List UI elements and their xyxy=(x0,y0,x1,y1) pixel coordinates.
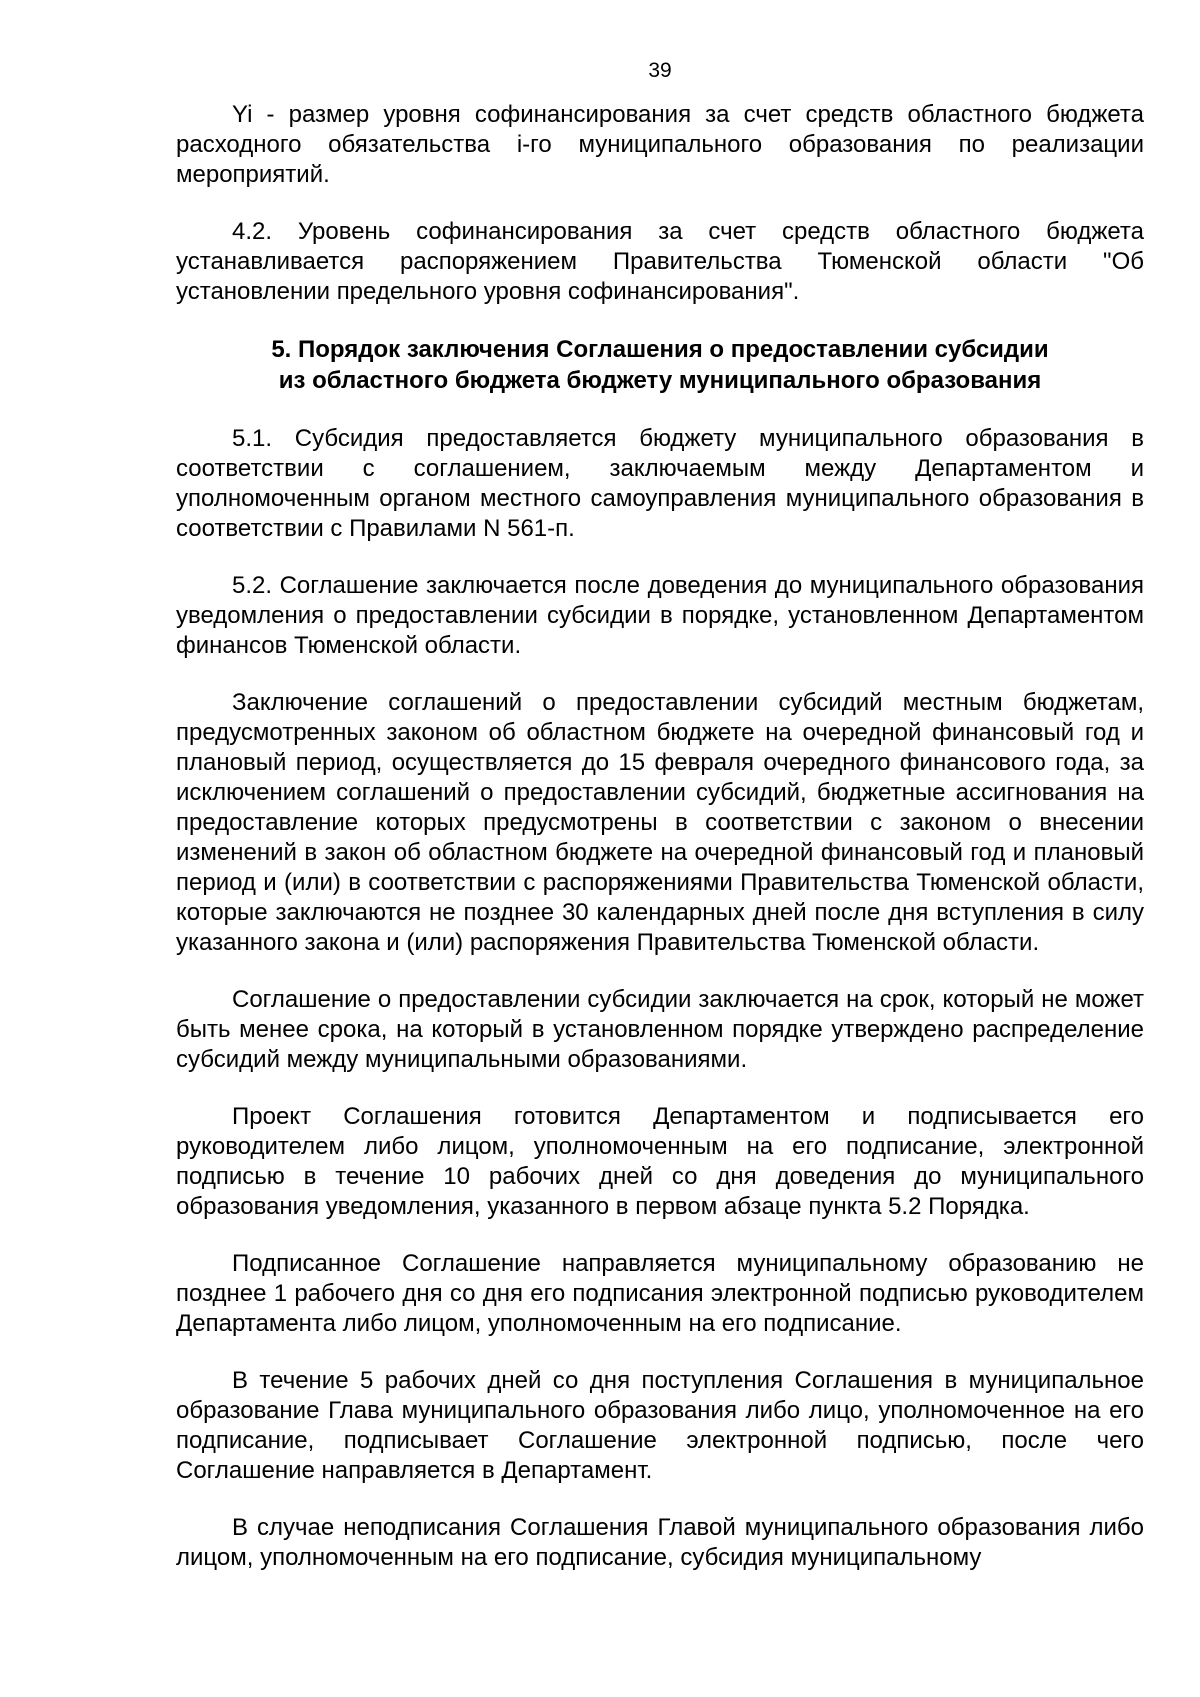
paragraph-yi-definition: Yi - размер уровня софинансирования за счет средств областного бюджета расходного обязательства i-го муниципального образования по реализации мероприятий. xyxy=(176,101,1144,188)
paragraph-signed-agreement: Подписанное Соглашение направляется муниципальному образованию не позднее 1 рабочего дня со дня его подписания электронной подписью руководителем Департамента либо лицом, уполномоченным на его подписание. xyxy=(176,1250,1144,1337)
paragraph-5-1: 5.1. Субсидия предоставляется бюджету муниципального образования в соответствии с соглашением, заключаемым между Департаментом и уполномоченным органом местного самоуправления муниципального образования в соответствии с Правилами N 561-п. xyxy=(176,425,1144,542)
paragraph-signing-period: В течение 5 рабочих дней со дня поступления Соглашения в муниципальное образование Глава муниципального образования либо лицо, уполномоченное на его подписание, подписывает Соглашение электронной подписью, после чего Соглашение направляется в Департамент. xyxy=(176,1367,1144,1484)
page-number: 39 xyxy=(648,59,672,82)
paragraph-agreement-deadline: Заключение соглашений о предоставлении субсидий местным бюджетам, предусмотренных законом об областном бюджете на очередной финансовый год и плановый период, осуществляется до 15 февраля очередного финансового года, за исключением соглашений о предоставлении субсидий, бюджетные ассигнования на предоставление которых предусмотрены в соответствии с законом о внесении изменений в закон об областном бюджете на очередной финансовый год и плановый период и (или) в соответствии с распоряжениями Правительства Тюменской области, которые заключаются не позднее 30 календарных дней после дня вступления в силу указанного закона и (или) распоряжения Правительства Тюменской области. xyxy=(176,689,1144,956)
paragraph-4-2: 4.2. Уровень софинансирования за счет средств областного бюджета устанавливается распоряжением Правительства Тюменской области "Об установлении предельного уровня софинансирования". xyxy=(176,218,1144,305)
paragraph-non-signing: В случае неподписания Соглашения Главой муниципального образования либо лицом, уполномоченным на его подписание, субсидия муниципальному xyxy=(176,1514,1144,1571)
section-heading xyxy=(176,334,1144,396)
paragraph-5-2: 5.2. Соглашение заключается после доведения до муниципального образования уведомления о предоставлении субсидии в порядке, установленном Департаментом финансов Тюменской области. xyxy=(176,572,1144,659)
section-heading-line-1: 5. Порядок заключения Соглашения о предоставлении субсидии xyxy=(271,336,1049,363)
paragraph-agreement-term: Соглашение о предоставлении субсидии заключается на срок, который не может быть менее срока, на который в установленном порядке утверждено распределение субсидий между муниципальными образованиями. xyxy=(176,986,1144,1073)
paragraph-draft-agreement: Проект Соглашения готовится Департаментом и подписывается его руководителем либо лицом, уполномоченным на его подписание, электронной подписью в течение 10 рабочих дней со дня доведения до муниципального образования уведомления, указанного в первом абзаце пункта 5.2 Порядка. xyxy=(176,1103,1144,1220)
section-heading-line-2: из областного бюджета бюджету муниципального образования xyxy=(278,367,1042,394)
document-page xyxy=(176,56,1144,1600)
